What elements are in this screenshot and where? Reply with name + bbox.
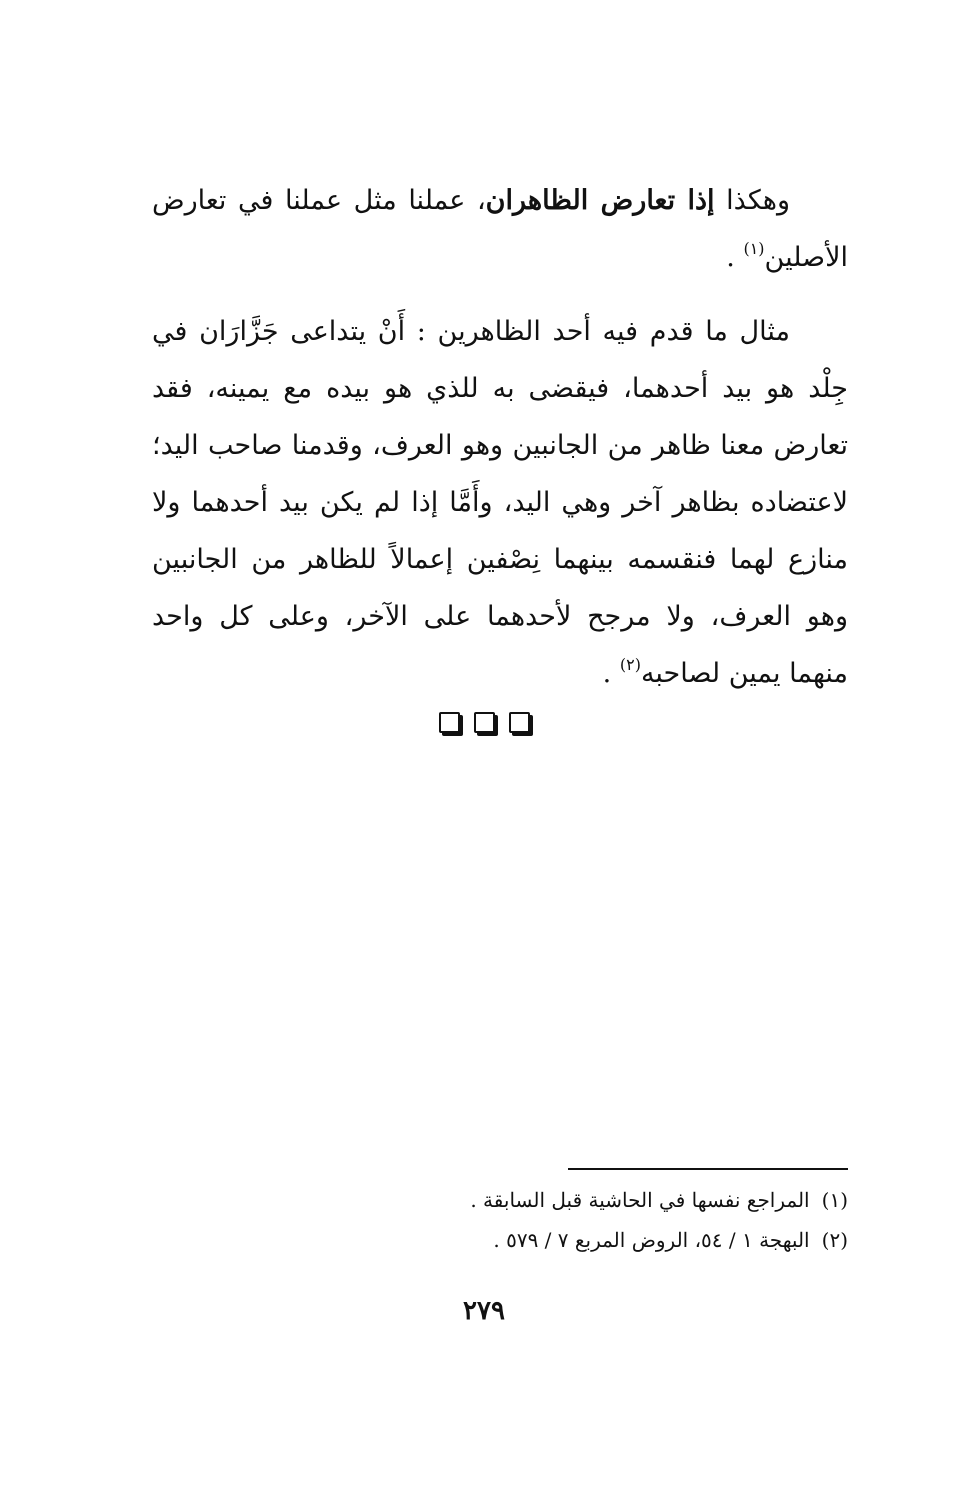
section-divider-ornament bbox=[0, 712, 968, 733]
main-text bbox=[152, 172, 848, 719]
paragraph-2-text: مثال ما قدم فيه أحد الظاهرين : أَنْ يتداعى جَزَّارَان في جِلْد هو بيد أحدهما، فيقضى به للذي هو بيده مع يمينه، فقد تعارض معنا ظاهر من الجانبين وهو العرف، وقدمنا صاحب اليد؛ لاعتضاده بظاهر آخر وهي اليد، وأَمَّا إذا لم يكن بيد أحدهما ولا منازع لهما فنقسمه بينهما نِصْفين إعمالاً للظاهر من الجانبين وهو العرف، ولا مرجح لأحدهما على الآخر، وعلى كل واحد منهما يمين لصاحبه bbox=[152, 316, 848, 689]
paragraph-1-end: . bbox=[726, 242, 744, 273]
footnote-text: البهجة ١ / ٥٤، الروض المربع ٧ / ٥٧٩ . bbox=[493, 1228, 810, 1252]
footnote-1 bbox=[152, 1180, 848, 1220]
paragraph-1 bbox=[152, 172, 848, 289]
footnote-separator bbox=[568, 1168, 848, 1170]
paragraph-1-intro: وهكذا bbox=[714, 185, 791, 216]
footnote-reference-1: (١) bbox=[743, 239, 765, 258]
paragraph-1-bold-phrase: إذا تعارض الظاهران bbox=[485, 185, 715, 216]
footnote-text: المراجع نفسها في الحاشية قبل السابقة . bbox=[470, 1188, 810, 1212]
footnote-number: (١) bbox=[821, 1188, 848, 1212]
ornament-square-icon bbox=[439, 712, 460, 733]
footnotes bbox=[152, 1180, 848, 1260]
page-number: ٢٧٩ bbox=[463, 1296, 505, 1326]
paragraph-1-text: ، عملنا مثل عملنا في تعارض الأصلين bbox=[152, 185, 848, 273]
paragraph-2-end: . bbox=[602, 658, 620, 689]
ornament-square-icon bbox=[474, 712, 495, 733]
footnote-number: (٢) bbox=[821, 1228, 848, 1252]
footnote-reference-2: (٢) bbox=[619, 655, 641, 674]
footnote-2 bbox=[152, 1220, 848, 1260]
ornament-square-icon bbox=[509, 712, 530, 733]
paragraph-2 bbox=[152, 303, 848, 705]
